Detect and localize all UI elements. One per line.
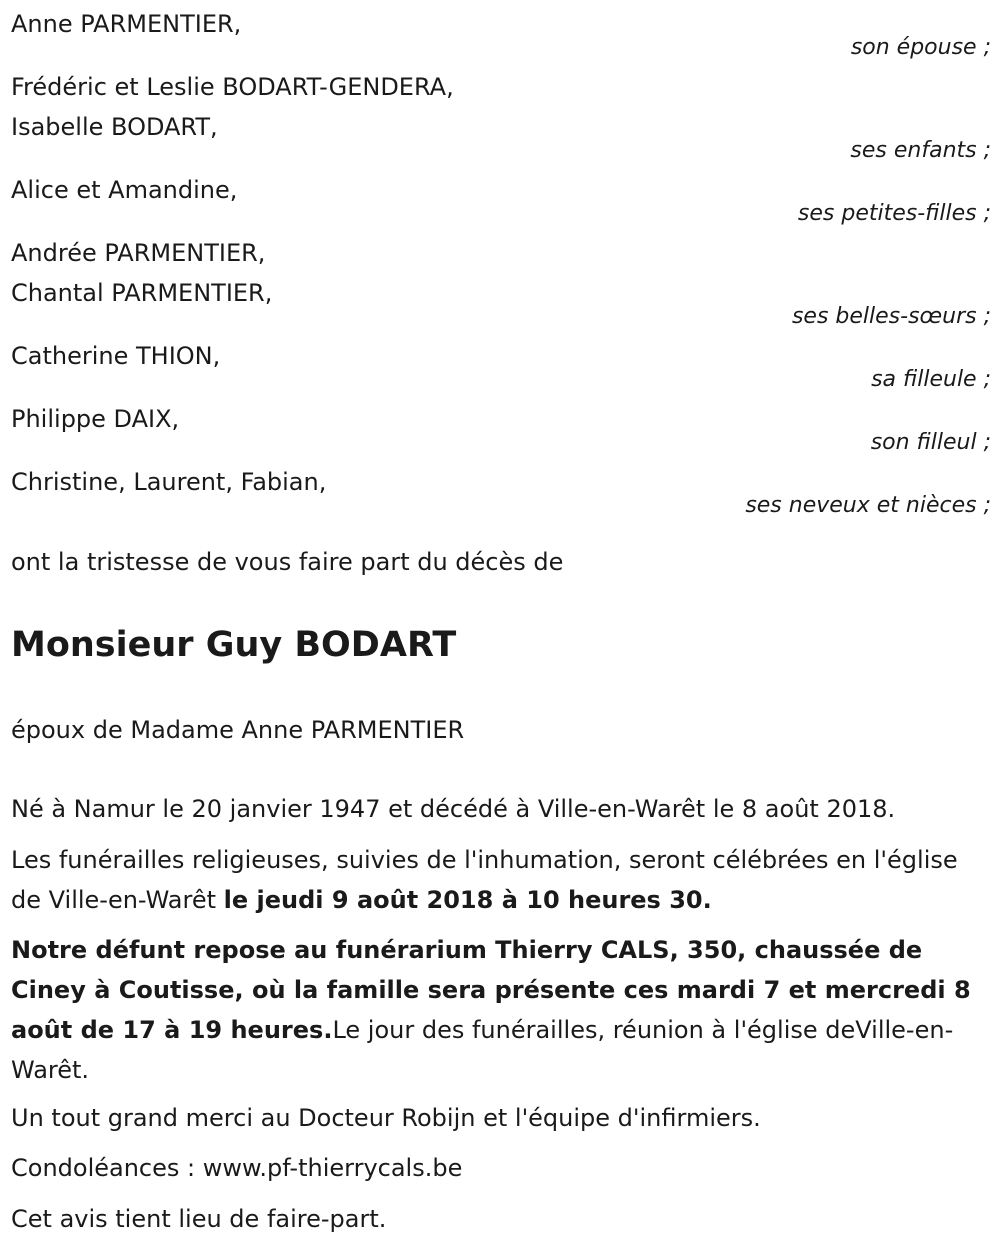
family-name-line: Chantal PARMENTIER, xyxy=(11,279,273,307)
thanks-line: Un tout grand merci au Docteur Robijn et l'équipe d'infirmiers. xyxy=(11,1104,761,1132)
closing-line: Cet avis tient lieu de faire-part. xyxy=(11,1205,387,1233)
family-name-line: Anne PARMENTIER, xyxy=(11,10,242,38)
family-name-line: Andrée PARMENTIER, xyxy=(11,239,266,267)
funeral-date: le jeudi 9 août 2018 à 10 heures 30. xyxy=(223,886,712,914)
family-name-line: Isabelle BODART, xyxy=(11,113,218,141)
family-name-line: Catherine THION, xyxy=(11,342,221,370)
family-name-line: Frédéric et Leslie BODART-GENDERA, xyxy=(11,73,454,101)
birth-death-line: Né à Namur le 20 janvier 1947 et décédé à Ville-en-Warêt le 8 août 2018. xyxy=(11,795,896,823)
family-name-line: Alice et Amandine, xyxy=(11,176,238,204)
funeral-text: Les funérailles religieuses, suivies de l'inhumation, seront célébrées en l'église de Ville-en-Warêt xyxy=(11,846,958,914)
family-role: ses petites-filles ; xyxy=(797,201,991,226)
obituary-notice xyxy=(11,0,991,1254)
condolences-line: Condoléances : www.pf-thierrycals.be xyxy=(11,1154,463,1182)
viewing-text: Le jour des funérailles, réunion à l'église deVille-en-Warêt. xyxy=(11,1016,954,1084)
family-role: ses enfants ; xyxy=(850,138,991,163)
viewing-paragraph xyxy=(11,930,991,1090)
family-role: ses neveux et nièces ; xyxy=(745,493,991,518)
family-role: sa filleule ; xyxy=(871,367,991,392)
funeral-paragraph xyxy=(11,840,991,920)
family-name-line: Philippe DAIX, xyxy=(11,405,180,433)
family-role: son épouse ; xyxy=(850,35,991,60)
spouse-line: époux de Madame Anne PARMENTIER xyxy=(11,716,465,744)
viewing-bold-text: Notre défunt repose au funérarium Thierry CALS, 350, chaussée de Ciney à Coutisse, où la famille sera présente ces mardi 7 et mercredi 8 août de 17 à 19 heures. xyxy=(11,936,971,1044)
family-role: ses belles-sœurs ; xyxy=(791,304,991,329)
deceased-name: Monsieur Guy BODART xyxy=(11,625,457,665)
family-role: son filleul ; xyxy=(870,430,991,455)
family-name-line: Christine, Laurent, Fabian, xyxy=(11,468,327,496)
announcement-text: ont la tristesse de vous faire part du décès de xyxy=(11,548,564,576)
